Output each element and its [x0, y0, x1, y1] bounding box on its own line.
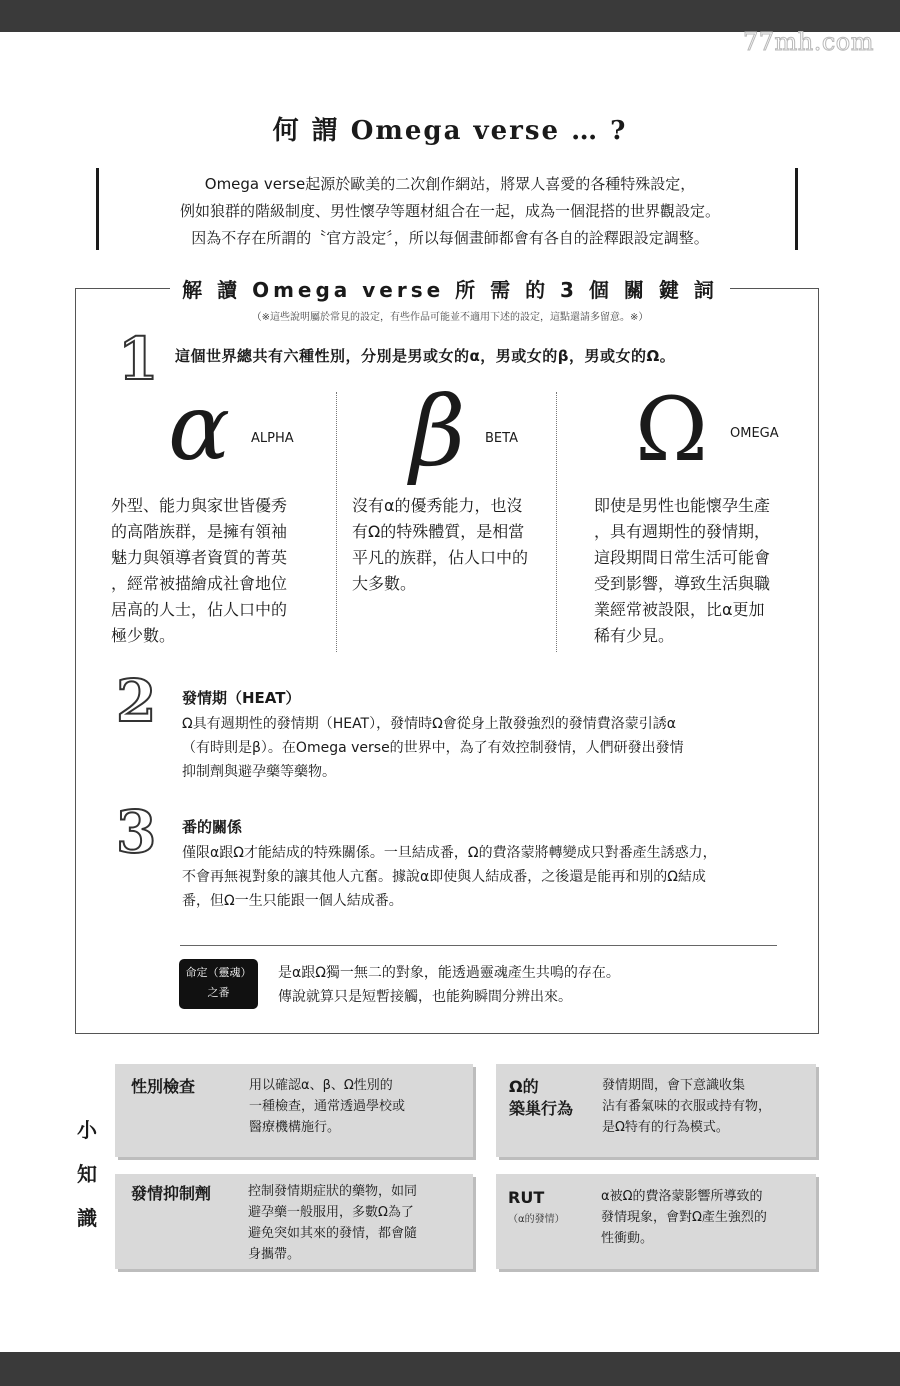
card-subtitle: （α的發情）	[508, 1214, 565, 1225]
keywords-heading: 解 讀 Omega verse 所 需 的 3 個 關 鍵 詞	[0, 274, 900, 303]
trivia-card-gender-check	[115, 1064, 473, 1157]
keyword-3-heading: 番的關係	[182, 818, 243, 836]
omega-description: 即使是男性也能懷孕生產 ，具有週期性的發情期， 這段期間日常生活可能會 受到影響，導致生活與職 業經常被設限，比α更加 稀有少見。	[594, 496, 771, 645]
trivia-card-suppressant	[115, 1174, 473, 1269]
bottom-bar	[0, 1352, 900, 1386]
keyword-number-2: 2	[116, 667, 157, 735]
keyword-3-text: 僅限α跟Ω才能結成的特殊關係。一旦結成番，Ω的費洛蒙將轉變成只對番產生誘惑力， 不會再無視對象的讓其他人亢奮。據說α即使與人結成番，之後還是能再和別的Ω結成 番，但Ω一生只能跟一個人結成番。	[182, 845, 717, 909]
keyword-2-heading: 發情期（HEAT）	[182, 689, 301, 707]
alpha-label: ALPHA	[251, 431, 294, 446]
beta-description: 沒有α的優秀能力，也沒 有Ω的特殊體質，是相當 平凡的族群，佔人口中的 大多數。	[352, 496, 529, 593]
fated-pair-badge: 命定（靈魂） 之番	[179, 959, 258, 1009]
fated-pair-text: 是α跟Ω獨一無二的對象，能透過靈魂產生共鳴的存在。 傳說就算只是短暫接觸，也能夠瞬間分辨出來。	[278, 965, 620, 1005]
intro-line: 因為不存在所謂的〝官方設定〞，所以每個畫師都會有各自的詮釋跟設定調整。	[191, 229, 709, 247]
keyword-1-text: 這個世界總共有六種性別，分別是男或女的α，男或女的β，男或女的Ω。	[175, 347, 676, 365]
intro-right-rule	[795, 168, 798, 250]
column-divider	[336, 392, 337, 652]
trivia-label: 小 知 識	[77, 1118, 97, 1230]
card-body: 發情期間，會下意識收集 沾有番氣味的衣服或持有物， 是Ω特有的行為模式。	[602, 1078, 772, 1135]
intro-line: 例如狼群的階級制度、男性懷孕等題材組合在一起，成為一個混搭的世界觀設定。	[179, 202, 720, 220]
intro-line: Omega verse起源於歐美的二次創作網站，將眾人喜愛的各種特殊設定，	[204, 175, 696, 193]
keywords-note: （※這些說明屬於常見的設定，有些作品可能並不適用下述的設定，這點還請多留意。※）	[251, 312, 649, 323]
trivia-card-rut	[496, 1174, 816, 1269]
keyword-number-3: 3	[116, 798, 157, 866]
card-title: RUT （α的發情）	[508, 1187, 565, 1231]
alpha-symbol: α	[168, 374, 231, 481]
card-body: α被Ω的費洛蒙影響所導致的 發情現象，會對Ω產生強烈的 性衝動。	[601, 1189, 767, 1246]
beta-symbol: β	[410, 376, 466, 488]
intro-left-rule	[96, 168, 99, 250]
watermark: 77mh.com	[742, 28, 874, 56]
card-body: 用以確認α、β、Ω性別的 一種檢查，通常透過學校或 醫療機構施行。	[249, 1078, 406, 1135]
trivia-card-nesting	[496, 1064, 816, 1157]
omega-label: OMEGA	[730, 426, 779, 441]
divider	[180, 945, 777, 946]
keyword-number-1: 1	[118, 325, 159, 393]
card-title: 發情抑制劑	[131, 1184, 212, 1203]
column-divider	[556, 392, 557, 652]
page-title: 何 謂 Omega verse … ?	[272, 116, 628, 146]
alpha-description: 外型、能力與家世皆優秀 的高階族群，是擁有領袖 魅力與領導者資質的菁英 ，經常被描繪成社會地位 居高的人士，佔人口中的 極少數。	[111, 496, 288, 645]
beta-label: BETA	[485, 431, 518, 446]
card-body: 控制發情期症狀的藥物，如同 避孕藥一般服用，多數Ω為了 避免突如其來的發情，都會隨 身攜帶。	[248, 1184, 418, 1262]
card-title: 性別檢查	[131, 1077, 196, 1096]
keyword-2-text: Ω具有週期性的發情期（HEAT），發情時Ω會從身上散發強烈的發情費洛蒙引誘α （有時則是β）。在Omega verse的世界中，為了有效控制發情，人們研發出發情 抑制劑與避孕藥等藥物。	[182, 716, 684, 780]
intro-text	[110, 171, 790, 252]
omega-symbol: Ω	[635, 378, 708, 481]
card-title: Ω的 築巢行為	[509, 1077, 574, 1118]
